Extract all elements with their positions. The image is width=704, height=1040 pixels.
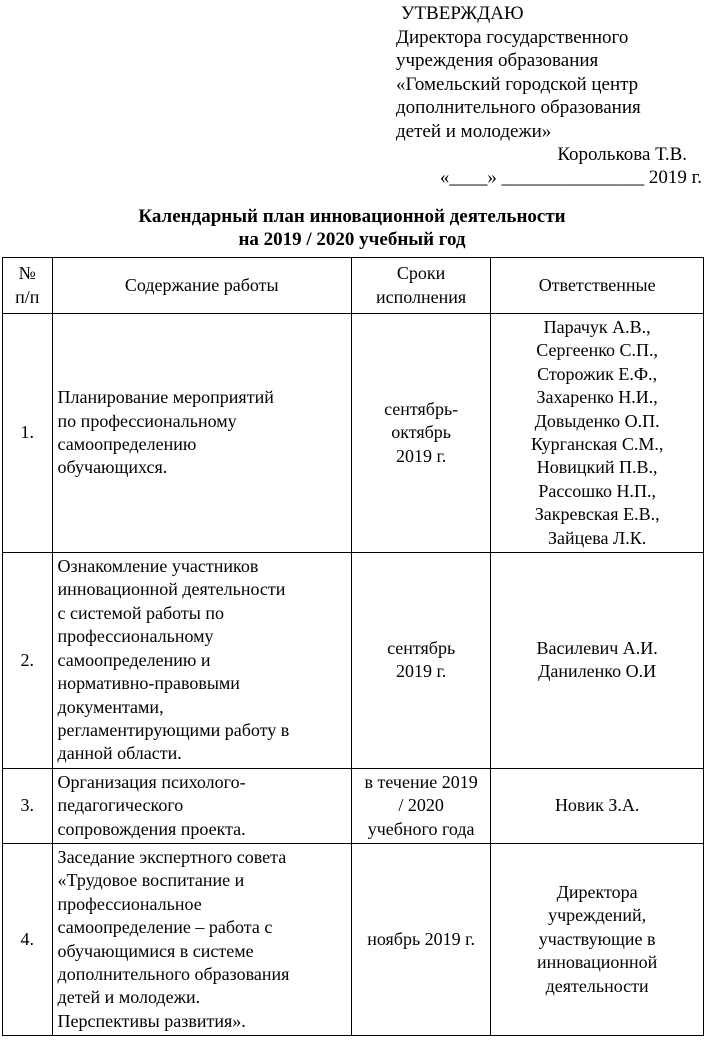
approval-signer: Королькова Т.В. bbox=[557, 144, 687, 165]
approval-line: дополнительного образования bbox=[396, 97, 641, 118]
approval-line: детей и молодежи» bbox=[396, 120, 552, 142]
row-terms: сентябрь 2019 г. bbox=[351, 553, 490, 769]
row-responsible: Василевич А.И. Даниленко О.И bbox=[491, 553, 704, 769]
row-terms: сентябрь- октябрь 2019 г. bbox=[351, 314, 490, 553]
title-line-1: Календарный план инновационной деятельности bbox=[138, 206, 566, 227]
plan-table bbox=[2, 257, 704, 1036]
row-content: Заседание экспертного совета «Трудовое воспитание и профессиональное самоопределение – работа с обучающимися в системе дополнительного образования детей и молодежи. Перспективы развития». bbox=[52, 843, 351, 1035]
approval-date: «____» _______________ 2019 г. bbox=[439, 167, 702, 188]
approval-line: Директора государственного bbox=[396, 26, 629, 48]
row-responsible: Новик З.А. bbox=[491, 768, 704, 843]
table-row bbox=[3, 768, 704, 843]
row-responsible: Директора учреждений, участвующие в инновационной деятельности bbox=[491, 843, 704, 1035]
approval-block bbox=[396, 2, 702, 188]
table-row bbox=[3, 553, 704, 769]
row-num: 1. bbox=[3, 314, 53, 553]
document-title bbox=[0, 205, 704, 251]
header-num: № п/п bbox=[3, 258, 53, 314]
row-responsible: Парачук А.В., Сергеенко С.П., Сторожик Е.Ф., Захаренко Н.И., Довыденко О.П. Курганская С.М., Новицкий П.В., Рассошко Н.П., Закревская Е.В., Зайцева Л.К. bbox=[491, 314, 704, 553]
row-num: 3. bbox=[3, 768, 53, 843]
title-line-2: на 2019 / 2020 учебный год bbox=[238, 229, 466, 250]
header-responsible: Ответственные bbox=[491, 258, 704, 314]
row-content: Ознакомление участников инновационной деятельности с системой работы по профессиональному самоопределению и нормативно-правовыми документами, регламентирующими работу в данной области. bbox=[52, 553, 351, 769]
row-terms: в течение 2019 / 2020 учебного года bbox=[351, 768, 490, 843]
table-row bbox=[3, 314, 704, 553]
approval-line: учреждения образования bbox=[396, 50, 599, 71]
approval-line: «Гомельский городской центр bbox=[396, 73, 639, 95]
table-header-row bbox=[3, 258, 704, 314]
row-terms: ноябрь 2019 г. bbox=[351, 843, 490, 1035]
header-content: Содержание работы bbox=[52, 258, 351, 314]
header-terms: Сроки исполнения bbox=[351, 258, 490, 314]
row-content: Организация психолого- педагогического сопровождения проекта. bbox=[52, 768, 351, 843]
row-num: 4. bbox=[3, 843, 53, 1035]
row-content: Планирование мероприятий по профессиональному самоопределению обучающихся. bbox=[52, 314, 351, 553]
table-row bbox=[3, 843, 704, 1035]
approval-heading: УТВЕРЖДАЮ bbox=[401, 3, 524, 24]
row-num: 2. bbox=[3, 553, 53, 769]
